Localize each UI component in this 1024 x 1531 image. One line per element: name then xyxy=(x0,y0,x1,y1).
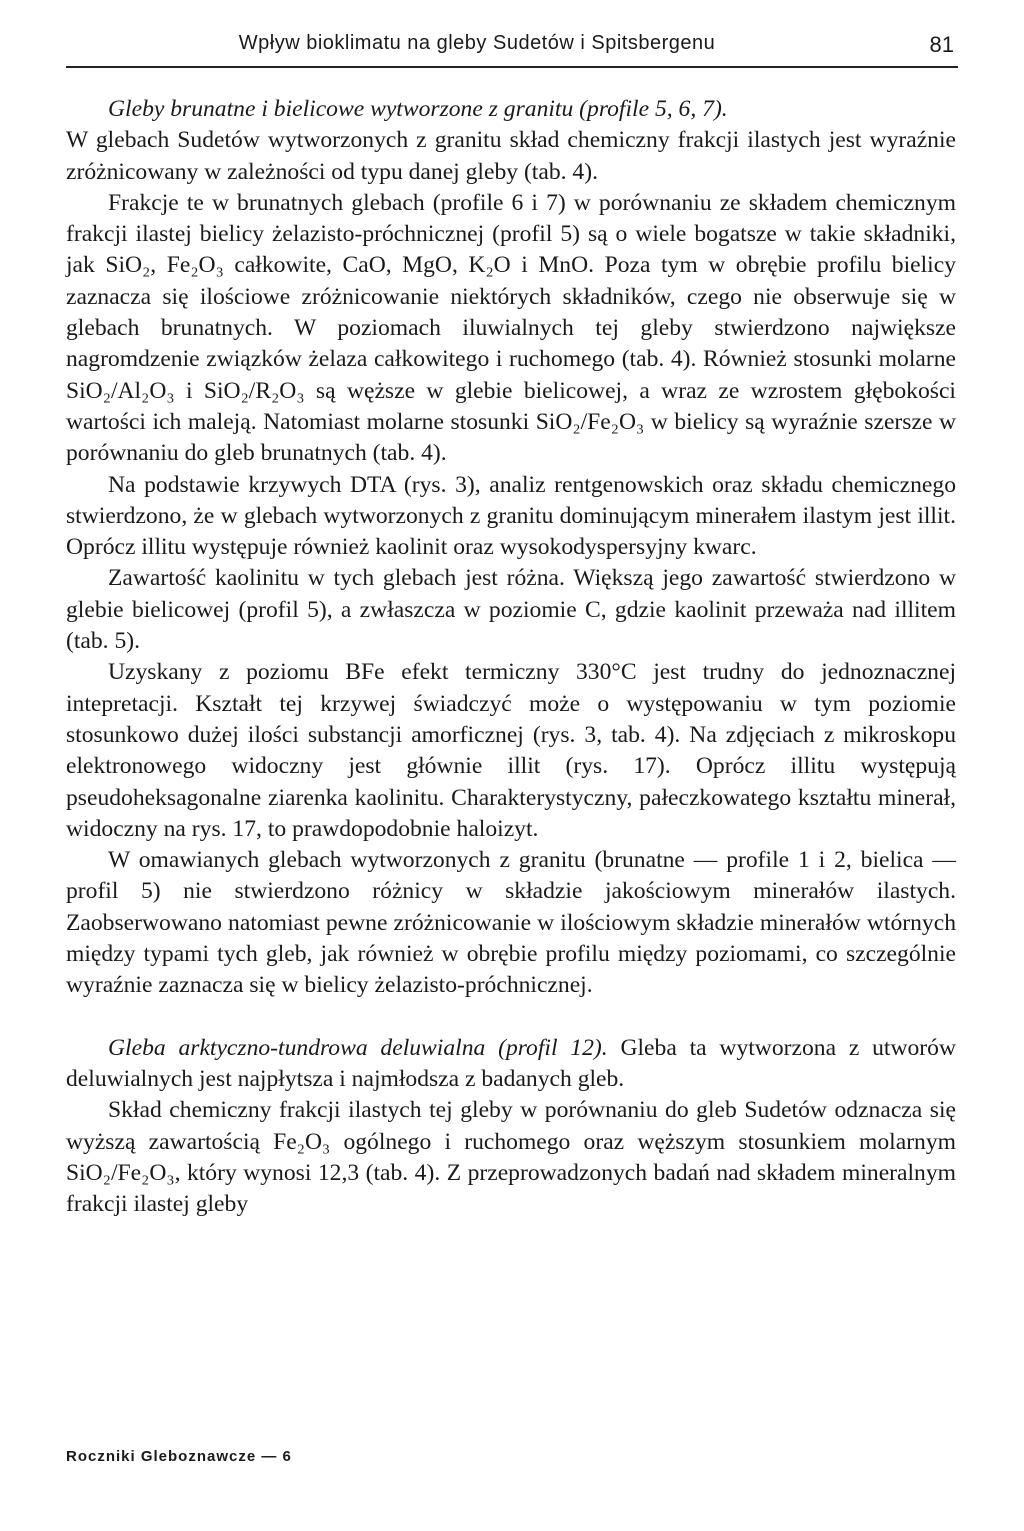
paragraph: Na podstawie krzywych DTA (rys. 3), analiz rentgenowskich oraz składu chemicznego stwierdzono, że w glebach wytworzonych z granitu dominującym minerałem ilastym jest illit. Oprócz illitu występuje również kaolinit oraz wysokodyspersyjny kwarc. xyxy=(66,471,956,561)
body-text xyxy=(66,94,956,1220)
section-2-intro-text: Gleba ta wytworzona z utworów deluwialnych jest najpłytsza i najmłodsza z badanych gleb. xyxy=(66,1034,956,1092)
page-number: 81 xyxy=(929,32,954,57)
paragraph: W glebach Sudetów wytworzonych z granitu skład chemiczny frakcji ilastych jest wyraźnie zróżnicowany w zależności od typu danej gleby (tab. 4). xyxy=(66,127,956,185)
section-1-heading: Gleby brunatne i bielicowe wytworzone z granitu (profile 5, 6, 7). xyxy=(108,96,728,122)
paragraph: Frakcje te w brunatnych glebach (profile 6 i 7) w porównaniu ze składem chemicznym frakcji ilastej bielicy żelazisto-próchnicznej (profil 5) są o wiele bogatsze w takie składniki, jak SiO₂, Fe₂O₃ całkowite, CaO, MgO, K₂O i MnO. Poza tym w obrębie profilu bielicy zaznacza się ilościowe zróżnicowanie niektórych składników, czego nie obserwuje się w glebach brunatnych. W poziomach iluwialnych tej gleby stwierdzono największe nagromdzenie związków żelaza całkowitego i ruchomego (tab. 4). Również stosunki molarne SiO₂/Al₂O₃ i SiO₂/R₂O₃ są węższe w glebie bielicowej, a wraz ze wzrostem głębokości wartości ich maleją. Natomiast molarne stosunki SiO₂/Fe₂O₃ w bielicy są wyraźnie szersze w porównaniu do gleb brunatnych (tab. 4). xyxy=(66,189,956,467)
running-title: Wpływ bioklimatu na gleby Sudetów i Spitsbergenu xyxy=(238,32,716,54)
paragraph: Zawartość kaolinitu w tych glebach jest różna. Większą jego zawartość stwierdzono w glebie bielicowej (profil 5), a zwłaszcza w poziomie C, gdzie kaolinit przeważa nad illitem (tab. 5). xyxy=(66,565,956,655)
journal-footer: Roczniki Gleboznawcze — 6 xyxy=(66,1448,292,1465)
running-header xyxy=(66,30,958,68)
section-2-lead-paragraph xyxy=(66,1033,956,1096)
section-2-heading: Gleba arktyczno-tundrowa deluwialna (profil 12). xyxy=(108,1034,608,1061)
paragraph: W omawianych glebach wytworzonych z granitu (brunatne — profile 1 i 2, bielica — profil 5) nie stwierdzono różnicy w składzie jakościowym minerałów ilastych. Zaobserwowano natomiast pewne zróżnicowanie w ilościowym składzie minerałów wtórnych między typami tych gleb, jak również w obrębie profilu między poziomami, co szczególnie wyraźnie zaznacza się w bielicy żelazisto-próchnicznej. xyxy=(66,847,956,999)
paragraph: Skład chemiczny frakcji ilastych tej gleby w porównaniu do gleb Sudetów odznacza się wyższą zawartością Fe₂O₃ ogólnego i ruchomego oraz węższym stosunkiem molarnym SiO₂/Fe₂O₃, który wynosi 12,3 (tab. 4). Z przeprowadzonych badań nad składem mineralnym frakcji ilastej gleby xyxy=(66,1097,956,1218)
paragraph: Uzyskany z poziomu BFe efekt termiczny 330°C jest trudny do jednoznacznej intepretacji. Kształt tej krzywej świadczyć może o występowaniu w tym poziomie stosunkowo dużej ilości substancji amorficznej (rys. 3, tab. 4). Na zdjęciach z mikroskopu elektronowego widoczny jest głównie illit (rys. 17). Oprócz illitu występują pseudoheksagonalne ziarenka kaolinitu. Charakterystyczny, pałeczkowatego kształtu minerał, widoczny na rys. 17, to prawdopodobnie haloizyt. xyxy=(66,659,956,842)
section-1-lead-paragraph xyxy=(66,94,956,125)
